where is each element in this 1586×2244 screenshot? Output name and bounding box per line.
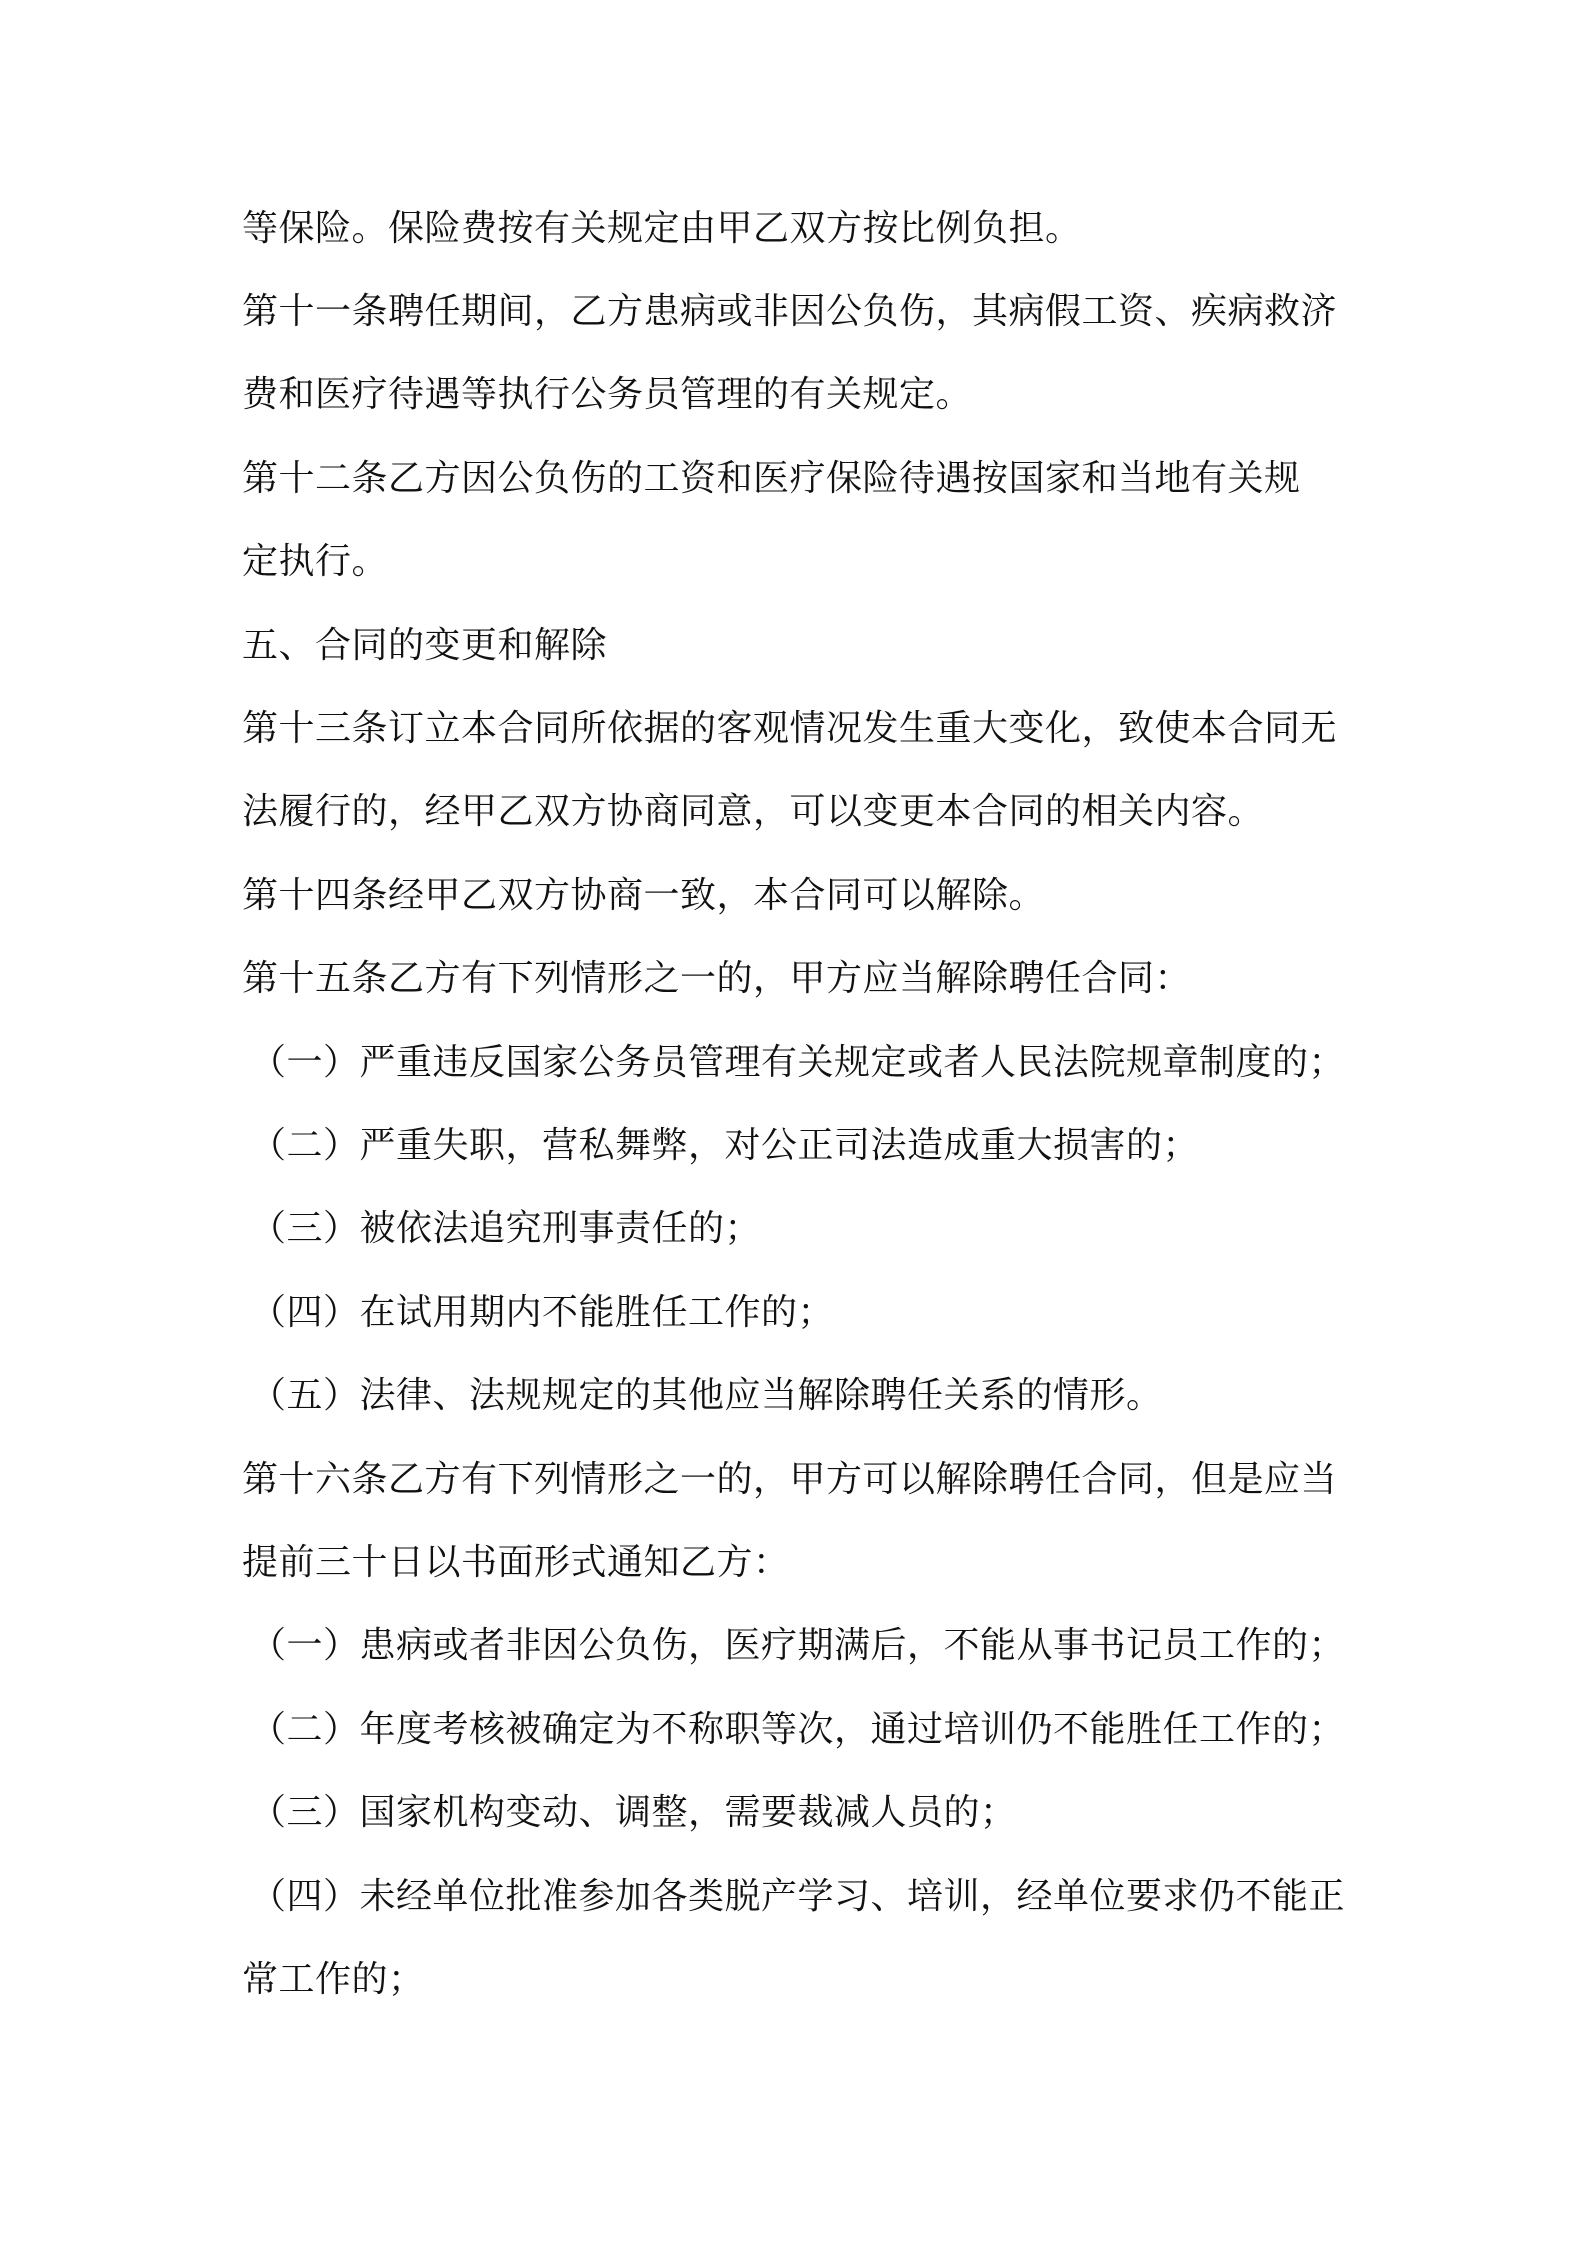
text-line: 第十三条订立本合同所依据的客观情况发生重大变化，致使本合同无 — [242, 708, 1338, 749]
text-line: 第十一条聘任期间，乙方患病或非因公负伤，其病假工资、疾病救济 — [242, 291, 1338, 332]
text-line: 法履行的，经甲乙双方协商同意，可以变更本合同的相关内容。 — [242, 791, 1265, 832]
list-item: （四）未经单位批准参加各类脱产学习、培训，经单位要求仍不能正 — [250, 1876, 1346, 1917]
text-line: 第十四条经甲乙双方协商一致，本合同可以解除。 — [242, 875, 1046, 916]
text-line: 定执行。 — [242, 541, 389, 582]
section-heading: 五、合同的变更和解除 — [242, 625, 608, 666]
text-line: 第十五条乙方有下列情形之一的，甲方应当解除聘任合同： — [242, 958, 1192, 999]
list-item: （三）被依法追究刑事责任的； — [250, 1208, 762, 1249]
list-item: （五）法律、法规规定的其他应当解除聘任关系的情形。 — [250, 1375, 1163, 1416]
list-item: （二）严重失职，营私舞弊，对公正司法造成重大损害的； — [250, 1125, 1200, 1166]
text-line: 第十二条乙方因公负伤的工资和医疗保险待遇按国家和当地有关规 — [242, 458, 1301, 499]
text-line: 等保险。保险费按有关规定由甲乙双方按比例负担。 — [242, 208, 1082, 249]
list-item: （四）在试用期内不能胜任工作的； — [250, 1292, 835, 1333]
list-item: （一）严重违反国家公务员管理有关规定或者人民法院规章制度的； — [250, 1042, 1346, 1083]
text-line: 费和医疗待遇等执行公务员管理的有关规定。 — [242, 374, 973, 415]
text-line: 提前三十日以书面形式通知乙方： — [242, 1542, 790, 1583]
list-item: （三）国家机构变动、调整，需要裁减人员的； — [250, 1792, 1017, 1833]
text-line: 第十六条乙方有下列情形之一的，甲方可以解除聘任合同，但是应当 — [242, 1459, 1338, 1500]
list-item: （一）患病或者非因公负伤，医疗期满后，不能从事书记员工作的； — [250, 1625, 1346, 1666]
list-item: （二）年度考核被确定为不称职等次，通过培训仍不能胜任工作的； — [250, 1709, 1346, 1750]
text-line: 常工作的； — [242, 1959, 425, 2000]
